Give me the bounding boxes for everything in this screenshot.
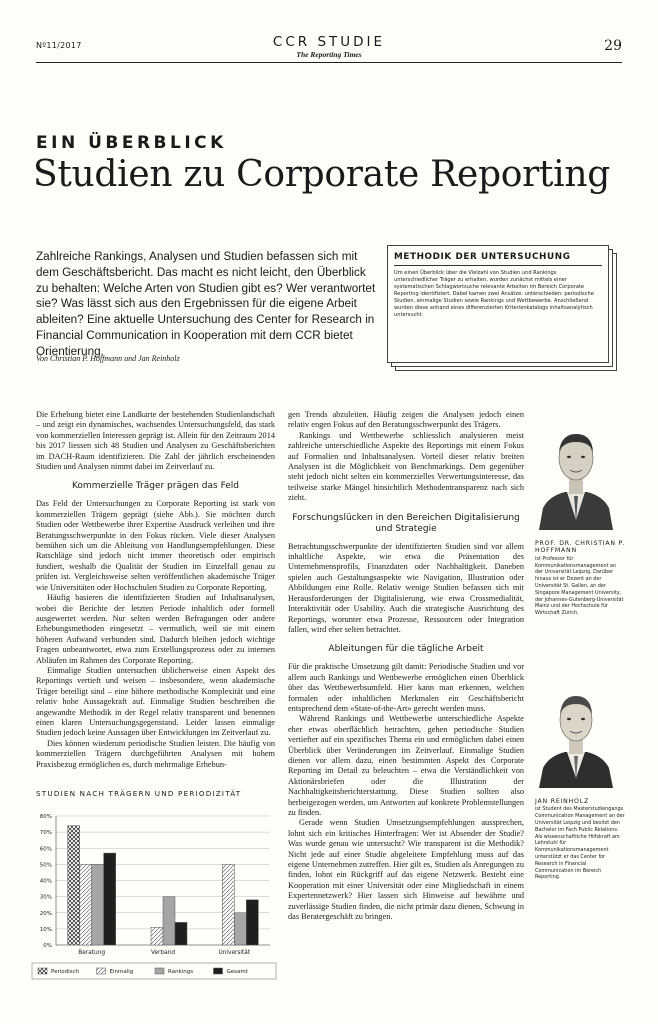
legend-swatch bbox=[214, 968, 223, 974]
paragraph: Dies können wiederum periodische Studien leisten. Die häufig von kommerziellen Trägern durchgeführten Analysen mit hohem Praxisbezug ermöglichen es, durch mehrmalige Erhebun- bbox=[36, 738, 275, 769]
legend-label: Periodisch bbox=[51, 969, 80, 975]
byline: Von Christian P. Hoffmann und Jan Reinholz bbox=[36, 354, 180, 363]
y-tick-label: 80% bbox=[39, 814, 52, 820]
author-name: PROF. DR. CHRISTIAN P. HOFFMANN bbox=[535, 540, 625, 555]
bar-chart bbox=[30, 801, 280, 986]
y-tick-label: 50% bbox=[39, 862, 52, 869]
bar-gesamt bbox=[104, 853, 116, 945]
article-column-1 bbox=[36, 410, 275, 770]
issue-number: Nº11/2017 bbox=[36, 41, 82, 50]
author-card bbox=[535, 420, 625, 617]
y-tick-label: 60% bbox=[39, 846, 52, 853]
bar-rankings bbox=[163, 897, 175, 945]
headline: Studien zu Corporate Reporting bbox=[33, 154, 610, 195]
legend-swatch bbox=[38, 968, 47, 974]
x-tick-label: Universität bbox=[218, 950, 251, 956]
bar-rankings bbox=[234, 913, 246, 945]
paragraph: Die Erhebung bietet eine Landkarte der bestehenden Studienlandschaft – und zeigt ein dynamisches, wachsendes Untersuchungsfeld, das stark von kommerziellen Interessen geprägt ist. Allein für den Zeitraum 2014 bis 2017 liessen sich 48 Studien und Analysen zu Geschäftsberichten im DACH-Raum identifizieren. Die Zahl der jährlich erscheinenden Studien und Analysen nimmt dabei im Zeitverlauf zu. bbox=[36, 410, 275, 472]
page-number: 29 bbox=[604, 38, 622, 54]
legend-swatch bbox=[97, 968, 106, 974]
author-bio: ist Professor für Kommunikationsmanagement an der Universität Leipzig. Darüber hinaus ist er Dozent an der Universität St. Gallen, an der Singapore Management University, der Johannes-Gutenberg-Universität Mainz und der Hochschule für Wirtschaft Zürich. bbox=[535, 555, 624, 617]
lead-paragraph: Zahlreiche Rankings, Analysen und Studien befassen sich mit dem Geschäftsbericht. Das macht es nicht leicht, den Überblick zu behalten: Welche Arten von Studien gibt es? Wer verantwortet sie? Was lässt sich aus den Ergebnissen für die eigene Arbeit ableiten? Eine aktuelle Untersuchung des Center for Research in Financial Communication in Kooperation mit dem CCR bietet Orientierung. bbox=[36, 250, 376, 358]
method-box bbox=[387, 245, 609, 363]
paragraph: Rankings und Wettbewerbe schliesslich analysieren meist zahlreiche unterschiedliche Aspekte des Reportings mit einem Fokus auf Formalien und Inhaltsanalysen. Vorteil dieser relativ breiten Analysen ist die Möglichkeit von Benchmarkings. Dem gegenüber steht jedoch nicht selten ein kommerzielles Verwertungsinteresse, das teilweise starke Mängel hinsichtlich Methodentransparenz nach sich zieht. bbox=[288, 430, 524, 503]
author-portrait-image bbox=[535, 420, 617, 530]
bar-einmalig bbox=[80, 864, 92, 945]
paragraph: gen Trends abzuleiten. Häufig zeigen die Analysen jedoch einen relativ engen Fokus auf den Beratungsschwerpunkt des Trägers. bbox=[288, 410, 524, 430]
article-column-2 bbox=[288, 410, 524, 922]
author-bio: ist Student des Masterstudiengangs Communication Management an der Universität Leipzig und besitzt den Bachelor im Fach Public Relations. Als wissenschaftliche Hilfskraft am Lehrstuhl für Kommunikationsmanagement unterstützt er das Center for Research in Financial Communication im Bereich Reporting. bbox=[535, 806, 625, 881]
y-tick-label: 20% bbox=[39, 910, 52, 917]
paragraph: Häufig basieren die identifizierten Studien auf Inhaltsanalysen, wobei die Berichte der letzten Periode inhaltlich oder formell ausgewertet werden. Nur selten werden Befragungen oder andere Erhebungsmethoden eingesetzt – vermutlich, weil sie mit einem höheren Aufwand verbunden sind. Dadurch bleiben jedoch wichtige Fragen unbeantwortet, etwa zum Erstellungsprozess oder zu internen Abläufen im Rahmen des Corporate Reporting. bbox=[36, 593, 275, 665]
author-card bbox=[535, 684, 625, 881]
paragraph: Während Rankings und Wettbewerbe unterschiedliche Aspekte eher etwas oberflächlich betrachten, gehen periodische Studien vertiefter auf ein spezifisches Thema ein und ermöglichen dabei einen Überblick über Veränderungen im Zeitverlauf. Einmalige Studien dienen vor allem dazu, einen bestimmten Aspekt des Corporate Reporting im Detail zu beleuchten – etwa die Verständlichkeit von Aktionärsbriefen oder die Illustration der Nachhaltigkeitsberichterstattung. Diese Studien sollten also herbeigezogen werden, um Antworten auf konkrete Problemstellungen zu finden. bbox=[288, 714, 524, 817]
legend-label: Einmalig bbox=[109, 969, 134, 975]
subheading: Kommerzielle Träger prägen das Feld bbox=[71, 481, 240, 492]
legend-label: Rankings bbox=[168, 969, 194, 975]
paragraph: Einmalige Studien untersuchen üblicherweise einen Aspekt des Reportings vertieft und weisen – insbesondere, wenn akademische Träger beteiligt sind – eine höhere methodische Komplexität und eine relativ hohe Aussagekraft auf. Einmalige Studien beschreiben die angewandte Methodik in der Regel relativ transparent und benennen einen klaren Untersuchungsgegenstand. Leider lassen einmalige Studien jedoch keine Aussagen über Entwicklungen im Zeitverlauf zu. bbox=[36, 665, 275, 738]
bar-gesamt bbox=[246, 900, 258, 945]
paragraph: Betrachtungsschwerpunkte der identifizierten Studien sind vor allem inhaltliche Aspekte, wie etwa die Präsentation des Unternehmensprofils, Finanzdaten oder Nachhaltigkeit. Daneben spielen auch Gestaltungsaspekte wie Navigation, Illustration oder Abbildungen eine Rolle. Relativ wenige Studien befassen sich mit Herausforderungen der Digitalisierung, wie etwa Crossmedialität, Interaktivität oder Usability. Auch die strategische Ausrichtung des Reportings, worunter etwa Prozesse, Ressourcen oder Integration fallen, wird eher selten betrachtet. bbox=[288, 541, 524, 634]
bar-gesamt bbox=[175, 922, 187, 945]
paragraph: Gerade wenn Studien Umsetzungsempfehlungen aussprechen, lohnt sich ein kritisches Hinterfragen: Wer ist Absender der Studie? Was wurde genau wie untersucht? Wie transparent ist die Methodik? Nicht jede auf einer Studie abgeleitete Empfehlung muss auf das eigene Unternehmen zutreffen. Hier gilt es, Studien als Anregungen zu finden, lohnt ein Rückgriff auf das eigene Netzwerk. Besteht eine Kooperation mit einer Universität oder eine Mitgliedschaft in einem Expertennetzwerk? Hier lassen sich Hinweise auf bewährte und zuverlässige Studien finden, die nicht primär dazu dienen, Schwung in das Beratergeschäft zu bringen. bbox=[288, 818, 524, 922]
x-tick-label: Verband bbox=[150, 950, 176, 956]
author-name: JAN REINHOLZ bbox=[535, 798, 590, 805]
y-tick-label: 30% bbox=[39, 894, 52, 901]
y-tick-label: 0% bbox=[43, 943, 52, 949]
brand-subtitle: The Reporting Times bbox=[296, 50, 362, 59]
y-tick-label: 40% bbox=[39, 878, 52, 885]
header-divider bbox=[36, 62, 622, 63]
y-tick-label: 70% bbox=[39, 830, 52, 837]
bar-einmalig bbox=[222, 864, 234, 945]
subheading: Forschungslücken in den Bereichen Digitalisierung und Strategie bbox=[292, 512, 520, 534]
method-title: METHODIK DER UNTERSUCHUNG bbox=[394, 252, 571, 262]
legend-label: Gesamt bbox=[226, 969, 248, 975]
brand-title: CCR STUDIE bbox=[272, 34, 386, 50]
bar-rankings bbox=[92, 864, 104, 945]
x-tick-label: Beratung bbox=[78, 950, 106, 956]
author-portrait-image bbox=[535, 684, 617, 788]
legend-swatch bbox=[155, 968, 164, 974]
method-text: Um einen Überblick über die Vielzahl von Studien und Rankings unterschiedlicher Träger zu erhalten, wurden zunächst mittels einer systematischen Schlagwortsuche relevante Arbeiten im Bereich Corporate Reporting identifiziert. Dabei kamen zwei Ansätze: unterschieden: periodische Studien, einmalige Studien sowie Rankings und Wettbewerbe. Anschließend wurden diese anhand eines differenzierten Kriterienkatalogs inhaltsanalytisch untersucht. bbox=[394, 270, 594, 318]
kicker: EIN ÜBERBLICK bbox=[36, 133, 227, 153]
brand bbox=[0, 34, 658, 59]
paragraph: Das Feld der Untersuchungen zu Corporate Reporting ist stark von kommerziellen Trägern geprägt (siehe Abb.). Sie möchten durch Studien oder Wettbewerbe ihrer Expertise Ausdruck verleihen und ihre Beratungsschwerpunkte in den Fokus rücken. Viele dieser Analysen bemühen sich um die Ableitung von Handlungsempfehlungen. Diese Ratschläge sind jedoch nicht immer theoretisch oder empirisch fundiert, weshalb die Qualität der Studien im Einzelfall genau zu prüfen ist. Vergleichsweise selten veröffentlichen akademische Träger wie Universitäten oder Hochschulen Studien zu Corporate Reporting. bbox=[36, 499, 275, 592]
paragraph: Für die praktische Umsetzung gilt damit: Periodische Studien und vor allem auch Rankings und Wettbewerbe ermöglichen einen Überblick über das Wettbewerbsumfeld. Hier kann man erkennen, welchen formalen oder inhaltlichen Merkmalen ein Geschäftsbericht entsprechend dem «State-of-the-Art» gerecht werden muss. bbox=[288, 662, 524, 713]
bar-periodisch bbox=[68, 826, 80, 945]
bar-einmalig bbox=[151, 927, 163, 945]
y-tick-label: 10% bbox=[39, 926, 52, 933]
subheading: Ableitungen für die tägliche Arbeit bbox=[328, 644, 484, 655]
method-divider bbox=[394, 265, 602, 266]
chart-title: STUDIEN NACH TRÄGERN UND PERIODIZITÄT bbox=[36, 789, 242, 798]
